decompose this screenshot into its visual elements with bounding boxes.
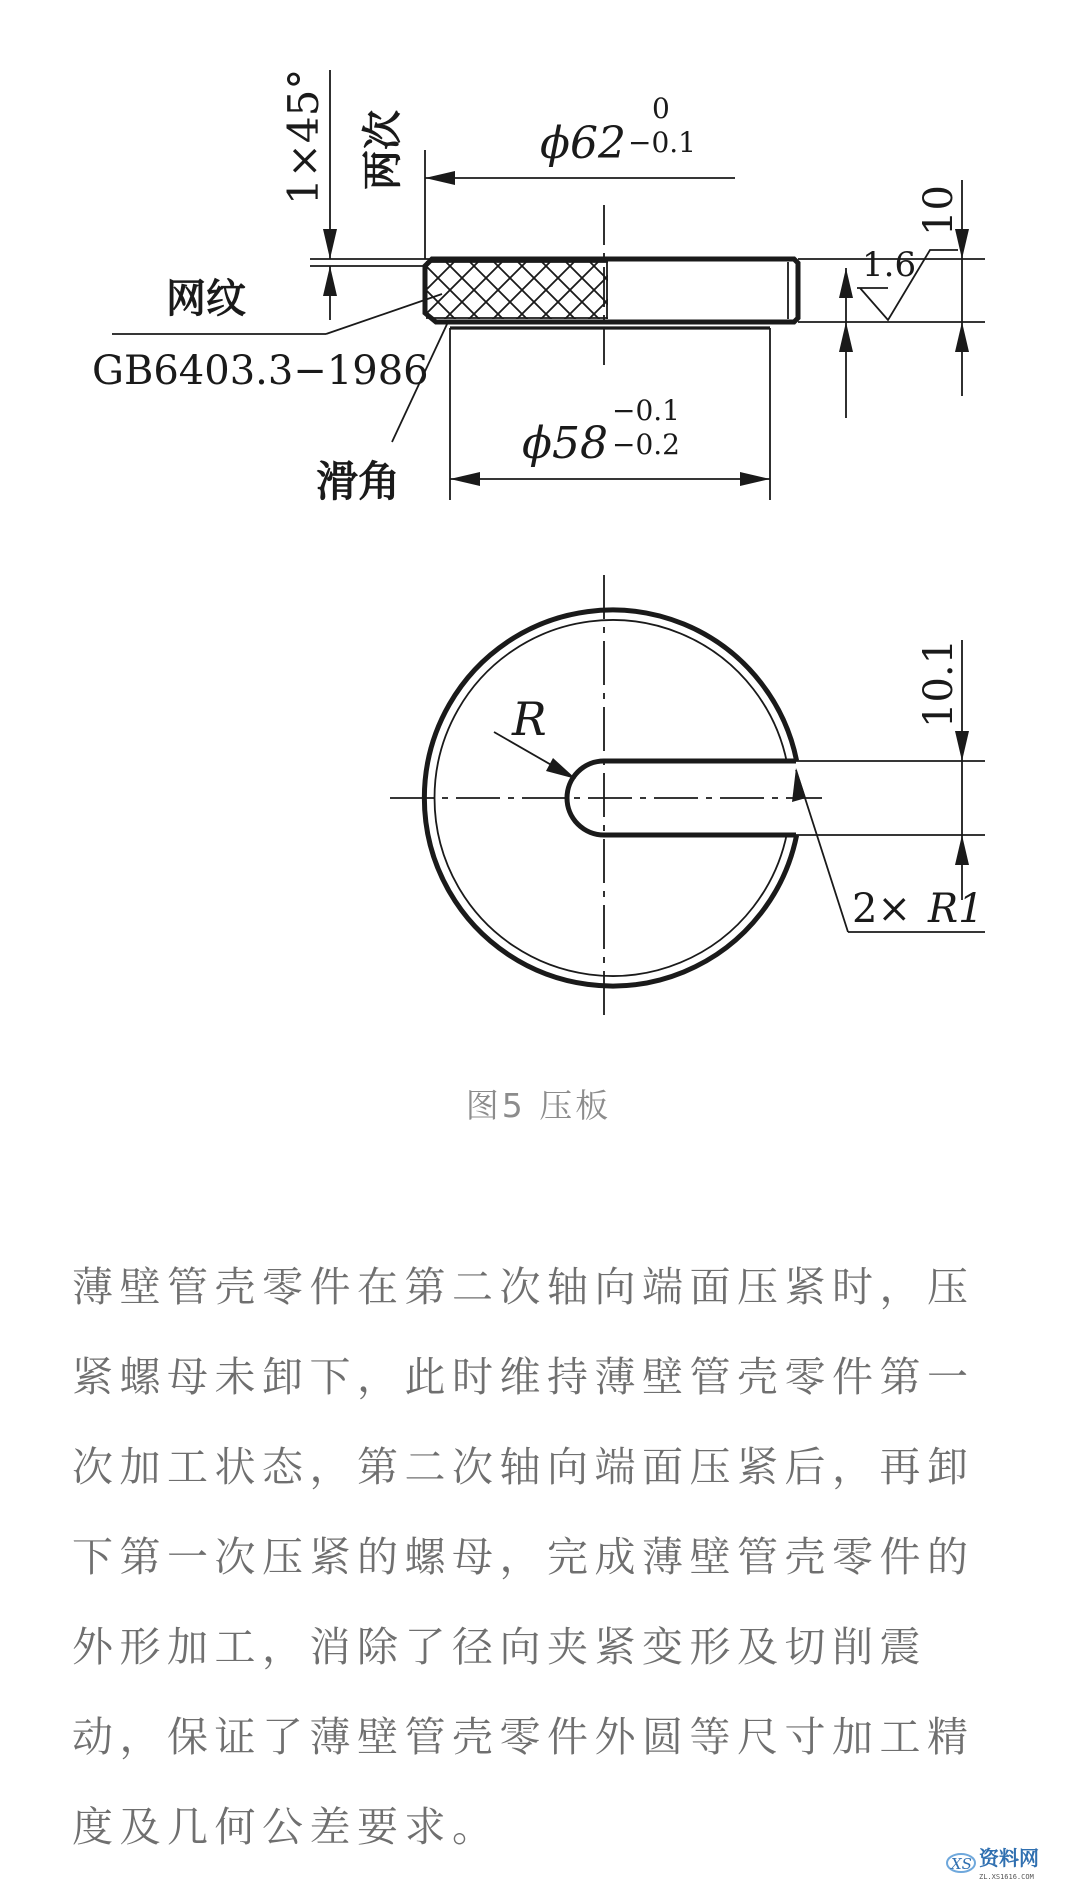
corner-radius-prefix: 2× [852,886,911,932]
chamfer-arrow-bottom [323,266,337,296]
roughness-value: 1.6 [862,245,917,285]
corner-radius-arrow [792,768,806,802]
corner-radius-label: R1 [928,886,984,932]
edge-label: 滑角 [316,457,401,506]
watermark-text: 资料网 [979,1846,1039,1870]
knurl-pattern [396,260,672,320]
figure-caption: 图5 压板 [465,1086,612,1125]
roughness-arrow-top [839,268,853,298]
slot-width-arrow-bottom [955,835,969,865]
roughness-arrow-bottom [839,322,853,352]
thickness-arrow-bottom [955,322,969,352]
side-view [92,69,985,506]
radius-label: R [512,692,547,746]
dim-58-arrow-left [450,472,480,486]
dim-58-arrow-right [740,472,770,486]
plan-view [390,575,985,1020]
dim-62-lower: −0.1 [628,126,696,159]
plate-outline [425,259,798,322]
body-paragraph: 薄壁管壳零件在第二次轴向端面压紧时，压紧螺母未卸下，此时维持薄壁管壳零件第一次加工状态，第二次轴向端面压紧后，再卸下第一次压紧的螺母，完成薄壁管壳零件的外形加工，消除了径向夹紧变形及切削震动，保证了薄壁管壳零件外圆等尺寸加工精度及几何公差要求。 [72,1263,975,1851]
chamfer-arrow-top [323,229,337,259]
watermark-subtext: ZL.XS1616.COM [979,1873,1034,1881]
chamfer-label: 1×45° [279,68,328,205]
slot-width-value: 10.1 [916,638,962,728]
dim-58-symbol: ϕ58 [522,418,608,469]
thickness-value: 10 [916,185,962,236]
standard-label: GB6403.3−1986 [92,348,429,394]
dim-58-upper: −0.1 [612,394,680,427]
knurl-label: 网纹 [166,276,246,322]
slot-width-arrow-top [955,731,969,761]
chamfer-count: 两次 [360,110,406,190]
dim-62-upper: 0 [652,92,670,125]
dim-62-arrow [425,171,455,185]
dim-62-symbol: ϕ62 [540,118,626,169]
radius-arrow [546,758,576,779]
dim-58-lower: −0.2 [612,428,680,461]
svg-text:XS: XS [951,1855,972,1873]
watermark-logo-icon [947,1854,975,1873]
site-watermark [943,1837,1063,1885]
